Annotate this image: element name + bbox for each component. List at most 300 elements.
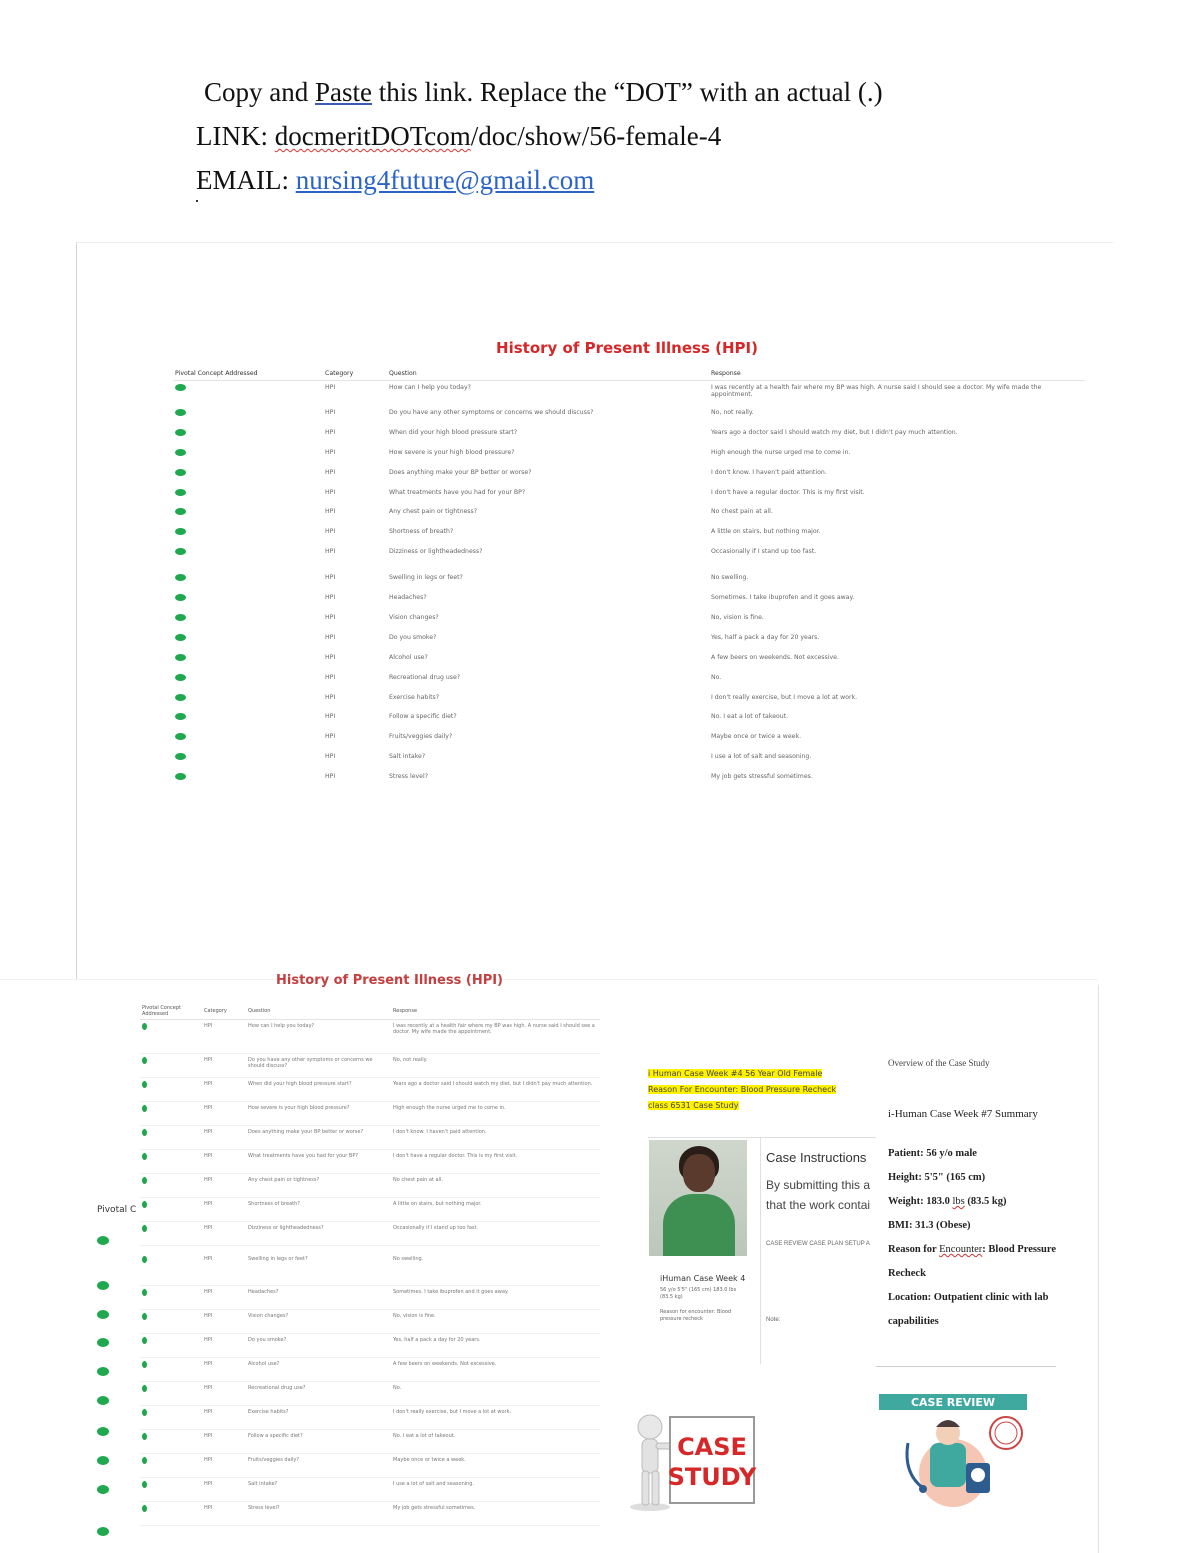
- stray-dot: [196, 200, 198, 202]
- table-row: [140, 1054, 600, 1078]
- category-cell: HPI: [325, 574, 336, 582]
- pivotal-check-icon: [142, 1105, 147, 1112]
- pivotal-check-icon: [175, 449, 186, 456]
- overview-weight: [888, 1190, 1088, 1214]
- hpi-table-body: [173, 381, 1085, 791]
- pivotal-cell: [140, 1382, 202, 1406]
- pivotal-cell: [173, 710, 323, 730]
- col-question: Question: [387, 368, 709, 381]
- response-cell: A few beers on weekends. Not excessive.: [711, 653, 839, 661]
- question-cell: Does anything make your BP better or worse?: [246, 1126, 391, 1150]
- table-row: [173, 591, 1085, 611]
- response-cell: I don't really exercise, but I move a lot at work.: [391, 1406, 600, 1430]
- overview-rule: [876, 1366, 1056, 1367]
- category-cell: HPI: [202, 1020, 246, 1054]
- response-cell: Maybe once or twice a week.: [711, 733, 802, 741]
- response-cell: Sometimes. I take ibuprofen and it goes away.: [391, 1286, 600, 1310]
- question-cell: Salt intake?: [246, 1478, 391, 1502]
- response-cell: No.: [711, 673, 722, 681]
- table-row: [140, 1334, 600, 1358]
- pivotal-check-icon: [142, 1313, 147, 1320]
- case-study-illustration: [628, 1403, 758, 1513]
- question-cell: Fruits/veggies daily?: [389, 733, 453, 741]
- pivotal-check-icon: [142, 1129, 147, 1136]
- pivotal-check-icon: [142, 1433, 147, 1440]
- pivotal-check-icon: [142, 1409, 147, 1416]
- table-row: [140, 1198, 600, 1222]
- category-cell: HPI: [325, 773, 336, 781]
- response-cell: No.: [391, 1382, 600, 1406]
- link-label: LINK:: [196, 121, 275, 151]
- reason-prefix: Reason for: [888, 1244, 940, 1255]
- overview-facts: [888, 1142, 1088, 1334]
- question-cell: Do you have any other symptoms or concerns we should discuss?: [389, 409, 594, 416]
- case-highlight-text: i Human Case Week #4 56 Year Old Female Reason For Encounter: Blood Pressure Recheck class 6531 Case Study: [648, 1069, 837, 1110]
- question-cell: Stress level?: [389, 773, 428, 781]
- table-row: [140, 1222, 600, 1246]
- question-cell: Salt intake?: [389, 753, 426, 761]
- response-cell: No, not really.: [391, 1054, 600, 1078]
- question-cell: Any chest pain or tightness?: [389, 508, 478, 516]
- category-cell: HPI: [202, 1334, 246, 1358]
- panel2-top-rule: [0, 979, 1098, 980]
- pivotal-cell: [140, 1174, 202, 1198]
- response-cell: No chest pain at all.: [711, 508, 773, 516]
- case-instructions-line2: that the work contai: [766, 1198, 871, 1212]
- category-cell: HPI: [325, 733, 336, 741]
- category-cell: HPI: [325, 713, 336, 721]
- response-cell: No chest pain at all.: [391, 1174, 600, 1198]
- green-dot: [97, 1396, 109, 1405]
- table-row: [173, 381, 1085, 407]
- case-highlight: [648, 1066, 848, 1114]
- table-row: [173, 406, 1085, 426]
- category-cell: HPI: [202, 1382, 246, 1406]
- table-row: [140, 1102, 600, 1126]
- case-setup-text: CASE REVIEW CASE PLAN SETUP A: [766, 1241, 870, 1247]
- table-row: [140, 1454, 600, 1478]
- question-cell: Exercise habits?: [246, 1406, 391, 1430]
- case-card-reason: Reason for encounter: Blood pressure recheck: [660, 1309, 732, 1322]
- question-cell: How can I help you today?: [246, 1020, 391, 1054]
- header-block: [196, 70, 1096, 202]
- pivotal-check-icon: [175, 429, 186, 436]
- question-cell: Do you smoke?: [389, 633, 437, 641]
- question-cell: Any chest pain or tightness?: [246, 1174, 391, 1198]
- green-dot: [97, 1281, 109, 1290]
- instruction-text-a: Copy and: [204, 77, 315, 107]
- response-cell: Years ago a doctor said I should watch my diet, but I didn't pay much attention.: [711, 428, 958, 436]
- pivotal-cell: [173, 730, 323, 750]
- pivotal-check-icon: [175, 384, 186, 391]
- pivotal-check-icon: [175, 469, 186, 476]
- link-domain[interactable]: docmeritDOTcom: [274, 121, 471, 151]
- table-row: [173, 545, 1085, 565]
- pivotal-check-icon: [175, 594, 186, 601]
- pivotal-check-icon: [175, 489, 186, 496]
- pivotal-cell: [140, 1126, 202, 1150]
- pivotal-cell: [140, 1198, 202, 1222]
- response-cell: My job gets stressful sometimes.: [391, 1502, 600, 1526]
- category-cell: HPI: [325, 673, 336, 681]
- case-instructions-line1: By submitting this a: [766, 1178, 871, 1192]
- pivotal-cell: [140, 1246, 202, 1286]
- question-cell: How severe is your high blood pressure?: [389, 448, 515, 456]
- case-instructions-title: Case Instructions: [766, 1150, 867, 1165]
- pivotal-cell: [173, 770, 323, 790]
- category-cell: HPI: [202, 1198, 246, 1222]
- table-row: [140, 1020, 600, 1054]
- instruction-text-paste: Paste: [315, 77, 372, 107]
- table-row: [140, 1310, 600, 1334]
- category-cell: HPI: [325, 633, 336, 641]
- hpi-table: [173, 368, 1085, 790]
- table-row: [173, 750, 1085, 770]
- response-cell: A few beers on weekends. Not excessive.: [391, 1358, 600, 1382]
- category-cell: HPI: [202, 1246, 246, 1286]
- category-cell: HPI: [202, 1358, 246, 1382]
- pivotal-cell: [140, 1406, 202, 1430]
- response-cell: I don't have a regular doctor. This is my first visit.: [711, 488, 865, 496]
- category-cell: HPI: [325, 614, 336, 622]
- question-cell: Alcohol use?: [389, 653, 428, 661]
- category-cell: HPI: [202, 1078, 246, 1102]
- table-row: [173, 466, 1085, 486]
- table-row: [173, 525, 1085, 545]
- question-cell: Follow a specific diet?: [246, 1430, 391, 1454]
- question-cell: How severe is your high blood pressure?: [246, 1102, 391, 1126]
- case-instructions: [766, 1150, 876, 1323]
- email-label: EMAIL:: [196, 165, 296, 195]
- pivotal-check-icon: [142, 1081, 147, 1088]
- case-card-sub: 56 y/o 5'5" (165 cm) 183.0 lbs (83.5 kg): [660, 1287, 737, 1300]
- case-overview: [888, 1058, 1088, 1334]
- panel2-right-border: [1098, 985, 1099, 1553]
- overview-title: Overview of the Case Study: [888, 1058, 990, 1068]
- response-cell: I use a lot of salt and seasoning.: [391, 1478, 600, 1502]
- table-row: [173, 691, 1085, 711]
- pivotal-cell: [173, 525, 323, 545]
- table-row: [140, 1478, 600, 1502]
- instruction-text-b: this link. Replace the “DOT” with an actual (.): [372, 77, 883, 107]
- question-cell: Does anything make your BP better or worse?: [389, 468, 532, 476]
- question-cell: Recreational drug use?: [246, 1382, 391, 1406]
- category-cell: HPI: [325, 448, 336, 456]
- pivotal-check-icon: [142, 1023, 147, 1030]
- category-cell: HPI: [325, 488, 336, 496]
- overview-patient: Patient: 56 y/o male: [888, 1148, 977, 1159]
- pivotal-check-icon: [175, 654, 186, 661]
- category-cell: HPI: [202, 1102, 246, 1126]
- question-cell: Fruits/veggies daily?: [246, 1454, 391, 1478]
- instruction-line: [196, 70, 1096, 114]
- weight-unit: lbs: [952, 1196, 965, 1207]
- pivotal-cell: [173, 381, 323, 407]
- pivotal-cell: [140, 1502, 202, 1526]
- overview-summary: i-Human Case Week #7 Summary: [888, 1108, 1038, 1120]
- pivotal-cell: [140, 1478, 202, 1502]
- email-line: [196, 158, 1096, 202]
- study-word: STUDY: [667, 1463, 757, 1491]
- question-cell: Recreational drug use?: [389, 673, 461, 681]
- pivotal-check-icon: [175, 614, 186, 621]
- pivotal-check-icon: [142, 1201, 147, 1208]
- pivotal-check-icon: [175, 528, 186, 535]
- response-cell: Occasionally if I stand up too fast.: [391, 1222, 600, 1246]
- category-cell: HPI: [202, 1454, 246, 1478]
- snapshot-table-body: [140, 1020, 600, 1526]
- question-cell: Dizziness or lightheadedness?: [389, 548, 483, 556]
- response-cell: No. I eat a lot of takeout.: [711, 713, 789, 721]
- table-row: [140, 1406, 600, 1430]
- reason-encounter: Encounter: [939, 1244, 983, 1255]
- category-cell: HPI: [325, 594, 336, 602]
- table-row: [173, 671, 1085, 691]
- col-response: Response: [709, 368, 1085, 381]
- table-row: [140, 1382, 600, 1406]
- pivotal-cell: [173, 406, 323, 426]
- pivotal-check-icon: [142, 1153, 147, 1160]
- snapshot-header-row: [140, 1003, 600, 1020]
- table-row: [173, 631, 1085, 651]
- table-row: [173, 426, 1085, 446]
- category-cell: HPI: [325, 548, 336, 556]
- pivotal-cell: [140, 1286, 202, 1310]
- pivotal-cell: [173, 611, 323, 631]
- question-cell: Dizziness or lightheadedness?: [246, 1222, 391, 1246]
- table-row: [140, 1286, 600, 1310]
- overview-height: Height: 5'5" (165 cm): [888, 1172, 986, 1183]
- patient-photo: [649, 1140, 747, 1256]
- response-cell: I don't really exercise, but I move a lot at work.: [711, 693, 858, 701]
- question-cell: Exercise habits?: [389, 693, 440, 701]
- category-cell: HPI: [325, 693, 336, 701]
- pivotal-check-icon: [175, 409, 186, 416]
- pivotal-check-icon: [142, 1057, 147, 1064]
- category-cell: HPI: [325, 409, 336, 416]
- category-cell: HPI: [202, 1150, 246, 1174]
- table-row: [173, 446, 1085, 466]
- pivotal-cell: [140, 1310, 202, 1334]
- table-row: [173, 730, 1085, 750]
- question-cell: Do you have any other symptoms or concerns we should discuss?: [246, 1054, 391, 1078]
- pivotal-check-icon: [175, 753, 186, 760]
- table-row: [140, 1430, 600, 1454]
- response-cell: Sometimes. I take ibuprofen and it goes away.: [711, 594, 855, 602]
- question-cell: When did your high blood pressure start?: [246, 1078, 391, 1102]
- question-cell: Shortness of breath?: [246, 1198, 391, 1222]
- pivotal-cell: [173, 505, 323, 525]
- response-cell: Maybe once or twice a week.: [391, 1454, 600, 1478]
- category-cell: HPI: [202, 1222, 246, 1246]
- pivotal-check-icon: [175, 634, 186, 641]
- link-path[interactable]: /doc/show/56-female-4: [470, 121, 722, 151]
- pivotal-cell: [173, 671, 323, 691]
- pivotal-check-icon: [175, 674, 186, 681]
- category-cell: HPI: [325, 753, 336, 761]
- pivotal-cell: [140, 1150, 202, 1174]
- case-card-info: [660, 1274, 746, 1323]
- pivotal-check-icon: [142, 1177, 147, 1184]
- question-cell: Vision changes?: [246, 1310, 391, 1334]
- green-dot: [97, 1456, 109, 1465]
- pivotal-cell: [173, 651, 323, 671]
- email-link[interactable]: nursing4future@gmail.com: [295, 165, 595, 195]
- table-row: [140, 1174, 600, 1198]
- col-category: Category: [323, 368, 387, 381]
- case-instructions-text: [766, 1175, 876, 1215]
- category-cell: HPI: [202, 1126, 246, 1150]
- pivotal-cell: [173, 565, 323, 591]
- pivotal-cell: [140, 1358, 202, 1382]
- category-cell: HPI: [325, 384, 336, 391]
- question-cell: Alcohol use?: [246, 1358, 391, 1382]
- hpi-title-snapshot: History of Present Illness (HPI): [276, 973, 503, 988]
- pivotal-cell: [140, 1102, 202, 1126]
- question-cell: Shortness of breath?: [389, 528, 454, 536]
- pivotal-fragment: Pivotal C: [97, 1205, 137, 1215]
- hpi-header-row: [173, 368, 1085, 381]
- question-cell: Headaches?: [246, 1286, 391, 1310]
- green-dot: [97, 1367, 109, 1376]
- pivotal-cell: [173, 486, 323, 506]
- response-cell: No, vision is fine.: [711, 614, 764, 622]
- overview-location: Location: Outpatient clinic with lab capabilities: [888, 1292, 1049, 1327]
- category-cell: HPI: [202, 1430, 246, 1454]
- question-cell: Follow a specific diet?: [389, 713, 457, 721]
- table-row: [140, 1150, 600, 1174]
- case-review-illustration: [878, 1393, 1028, 1513]
- pivotal-cell: [140, 1020, 202, 1054]
- response-cell: Occasionally if I stand up too fast.: [711, 548, 817, 556]
- response-cell: I don't know. I haven't paid attention.: [391, 1126, 600, 1150]
- category-cell: HPI: [325, 468, 336, 476]
- category-cell: HPI: [202, 1502, 246, 1526]
- category-cell: HPI: [202, 1286, 246, 1310]
- pivotal-check-icon: [142, 1256, 147, 1263]
- link-line: [196, 114, 1096, 158]
- pivotal-check-icon: [175, 574, 186, 581]
- response-cell: A little on stairs, but nothing major.: [391, 1198, 600, 1222]
- response-cell: I was recently at a health fair where my BP was high. A nurse said I should see a doctor. My wife made the appointment.: [711, 384, 1042, 398]
- case-review-banner: CASE REVIEW: [910, 1396, 996, 1409]
- hpi-title: History of Present Illness (HPI): [496, 339, 758, 357]
- response-cell: High enough the nurse urged me to come in.: [711, 448, 851, 456]
- pivotal-check-icon: [142, 1289, 147, 1296]
- response-cell: No. I eat a lot of takeout.: [391, 1430, 600, 1454]
- weight-value: Weight: 183.0: [888, 1196, 953, 1207]
- weight-kg: (83.5 kg): [964, 1196, 1007, 1207]
- question-cell: What treatments have you had for your BP?: [389, 488, 526, 496]
- overview-reason: [888, 1238, 1088, 1286]
- case-note: Note:: [766, 1317, 781, 1323]
- table-row: [140, 1078, 600, 1102]
- snap-col-pivotal: Pivotal Concept Addressed: [140, 1003, 202, 1020]
- response-cell: A little on stairs, but nothing major.: [711, 528, 821, 536]
- pivotal-cell: [140, 1222, 202, 1246]
- category-cell: HPI: [325, 428, 336, 436]
- pivotal-cell: [173, 691, 323, 711]
- question-cell: Stress level?: [246, 1502, 391, 1526]
- snap-col-category: Category: [202, 1003, 246, 1020]
- hpi-panel: [76, 242, 1113, 979]
- pivotal-check-icon: [142, 1457, 147, 1464]
- response-cell: I don't know. I haven't paid attention.: [711, 468, 827, 476]
- pivotal-check-icon: [142, 1225, 147, 1232]
- response-cell: I was recently at a health fair where my BP was high. A nurse said I should see a doctor. My wife made the appointment.: [391, 1020, 600, 1054]
- pivotal-cell: [140, 1430, 202, 1454]
- pivotal-cell: [173, 446, 323, 466]
- question-cell: What treatments have you had for your BP?: [246, 1150, 391, 1174]
- category-cell: HPI: [202, 1174, 246, 1198]
- pivotal-check-icon: [175, 548, 186, 555]
- pivotal-check-icon: [142, 1361, 147, 1368]
- table-row: [173, 565, 1085, 591]
- pivotal-check-icon: [175, 508, 186, 515]
- response-cell: No, vision is fine.: [391, 1310, 600, 1334]
- category-cell: HPI: [202, 1054, 246, 1078]
- question-cell: When did your high blood pressure start?: [389, 428, 518, 436]
- snap-col-question: Question: [246, 1003, 391, 1020]
- table-row: [173, 505, 1085, 525]
- question-cell: Headaches?: [389, 594, 427, 602]
- question-cell: Swelling in legs or feet?: [246, 1246, 391, 1286]
- pivotal-cell: [173, 750, 323, 770]
- green-dot: [97, 1427, 109, 1436]
- snap-col-response: Response: [391, 1003, 600, 1020]
- table-row: [173, 770, 1085, 790]
- response-cell: High enough the nurse urged me to come in.: [391, 1102, 600, 1126]
- pivotal-check-icon: [142, 1481, 147, 1488]
- pivotal-check-icon: [142, 1337, 147, 1344]
- pivotal-cell: [173, 591, 323, 611]
- response-cell: I use a lot of salt and seasoning.: [711, 753, 812, 761]
- pivotal-check-icon: [142, 1385, 147, 1392]
- green-dot: [97, 1236, 109, 1245]
- table-row: [140, 1502, 600, 1526]
- question-cell: Swelling in legs or feet?: [389, 574, 463, 582]
- response-cell: No swelling.: [711, 574, 749, 582]
- pivotal-cell: [140, 1078, 202, 1102]
- table-row: [173, 486, 1085, 506]
- pivotal-cell: [173, 466, 323, 486]
- case-word: CASE: [677, 1433, 747, 1461]
- pivotal-cell: [140, 1334, 202, 1358]
- category-cell: HPI: [202, 1310, 246, 1334]
- category-cell: HPI: [325, 508, 336, 516]
- pivotal-check-icon: [175, 773, 186, 780]
- category-cell: HPI: [325, 653, 336, 661]
- case-card: [648, 1137, 876, 1366]
- response-cell: Yes, half a pack a day for 20 years.: [711, 633, 820, 641]
- pivotal-check-icon: [175, 713, 186, 720]
- table-row: [173, 710, 1085, 730]
- response-cell: Yes, half a pack a day for 20 years.: [391, 1334, 600, 1358]
- pivotal-cell: [173, 426, 323, 446]
- category-cell: HPI: [325, 528, 336, 536]
- pivotal-check-icon: [175, 733, 186, 740]
- reason-value: : Blood Pressure Recheck: [888, 1244, 1056, 1279]
- question-cell: Do you smoke?: [246, 1334, 391, 1358]
- col-pivotal: Pivotal Concept Addressed: [173, 368, 323, 381]
- question-cell: Vision changes?: [389, 614, 439, 622]
- pivotal-check-icon: [142, 1505, 147, 1512]
- table-row: [173, 651, 1085, 671]
- pivotal-cell: [140, 1454, 202, 1478]
- overview-bmi: BMI: 31.3 (Obese): [888, 1220, 971, 1231]
- category-cell: HPI: [202, 1406, 246, 1430]
- green-dot: [97, 1310, 109, 1319]
